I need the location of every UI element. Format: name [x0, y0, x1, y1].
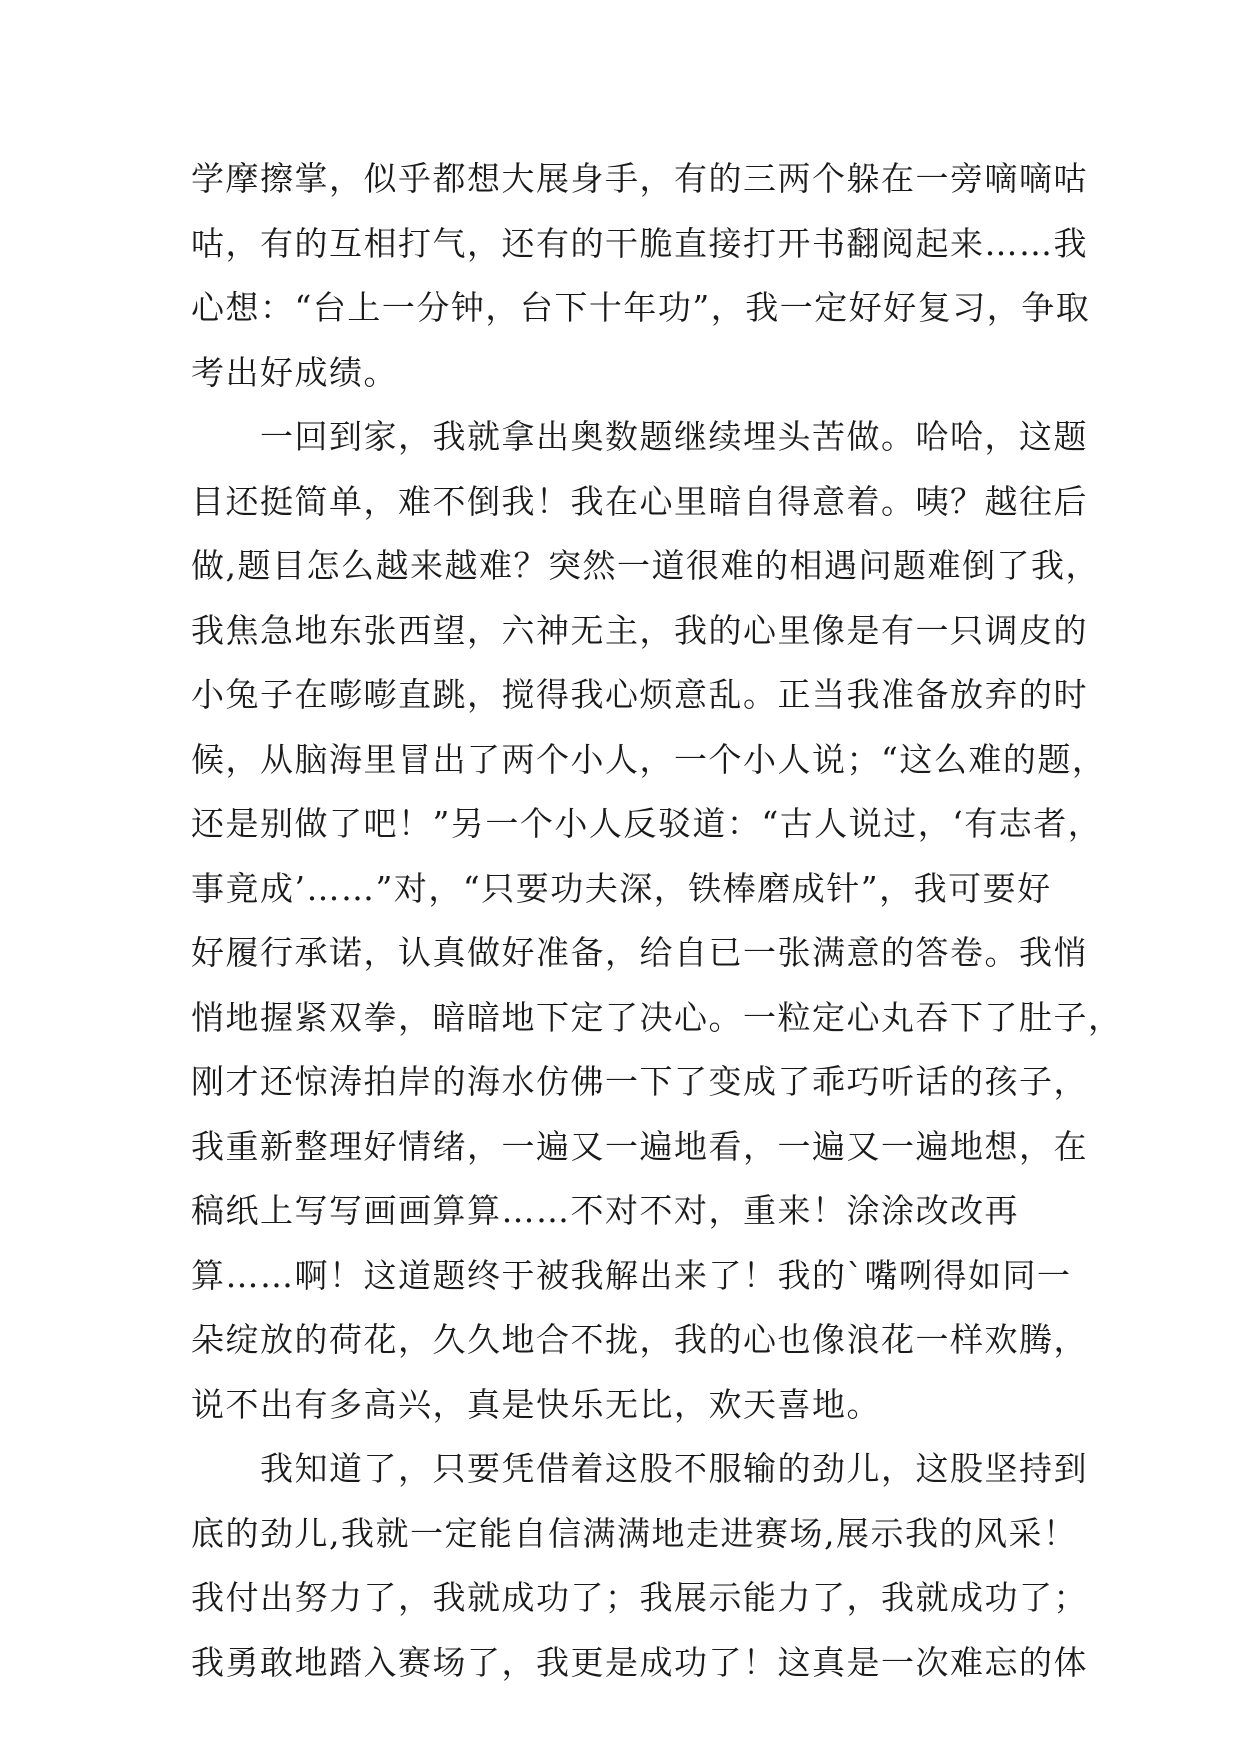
text-line: 我付出努力了，我就成功了；我展示能力了，我就成功了； — [191, 1578, 1088, 1617]
text-line: 底的劲儿,我就一定能自信满满地走进赛场,展示我的风采！ — [191, 1513, 1078, 1553]
text-line: 朵绽放的荷花，久久地合不拢，我的心也像浪花一样欢腾， — [191, 1320, 1088, 1359]
text-line: 稿纸上写写画画算算……不对不对，重来！涂涂改改再 — [191, 1191, 1019, 1230]
text-line: 候，从脑海里冒出了两个小人，一个小人说；“这么难的题， — [191, 739, 1107, 779]
text-line: 目还挺简单，难不倒我！我在心里暗自得意着。咦？越往后 — [191, 481, 1088, 521]
text-line: 我重新整理好情绪，一遍又一遍地看，一遍又一遍地想，在 — [191, 1126, 1088, 1166]
text-line: 我焦急地东张西望，六神无主，我的心里像是有一只调皮的 — [191, 610, 1088, 650]
text-line: 一回到家，我就拿出奥数题继续埋头苦做。哈哈，这题 — [191, 417, 1088, 456]
text-line: 咕，有的互相打气，还有的干脆直接打开书翻阅起来……我 — [191, 223, 1088, 263]
text-line: 悄地握紧双拳，暗暗地下定了决心。一粒定心丸吞下了肚子， — [191, 997, 1123, 1037]
text-line: 学摩擦掌，似乎都想大展身手，有的三两个躲在一旁嘀嘀咕 — [191, 159, 1088, 198]
body-text — [191, 147, 1123, 1695]
text-line: 说不出有多高兴，真是快乐无比，欢天喜地。 — [191, 1384, 881, 1424]
text-line: 小兔子在嘭嘭直跳，搅得我心烦意乱。正当我准备放弃的时 — [191, 675, 1088, 714]
text-line: 算……啊！这道题终于被我解出来了！我的`嘴咧得如同一 — [191, 1255, 1072, 1295]
text-line: 刚才还惊涛拍岸的海水仿佛一下了变成了乖巧听话的孩子， — [191, 1062, 1088, 1101]
text-line: 事竟成’……”对，“只要功夫深，铁棒磨成针”，我可要好 — [191, 868, 1052, 908]
text-line: 我知道了，只要凭借着这股不服输的劲儿，这股坚持到 — [191, 1449, 1088, 1488]
text-line: 做,题目怎么越来越难？突然一道很难的相遇问题难倒了我， — [191, 546, 1100, 585]
text-line: 考出好成绩。 — [191, 352, 398, 392]
text-line: 好履行承诺，认真做好准备，给自已一张满意的答卷。我悄 — [191, 933, 1088, 972]
text-line: 心想：“台上一分钟，台下十年功”，我一定好好复习，争取 — [191, 288, 1091, 327]
text-line: 还是别做了吧！”另一个小人反驳道：“古人说过，‘有志者， — [191, 804, 1103, 843]
text-line: 我勇敢地踏入赛场了，我更是成功了！这真是一次难忘的体 — [191, 1642, 1088, 1682]
